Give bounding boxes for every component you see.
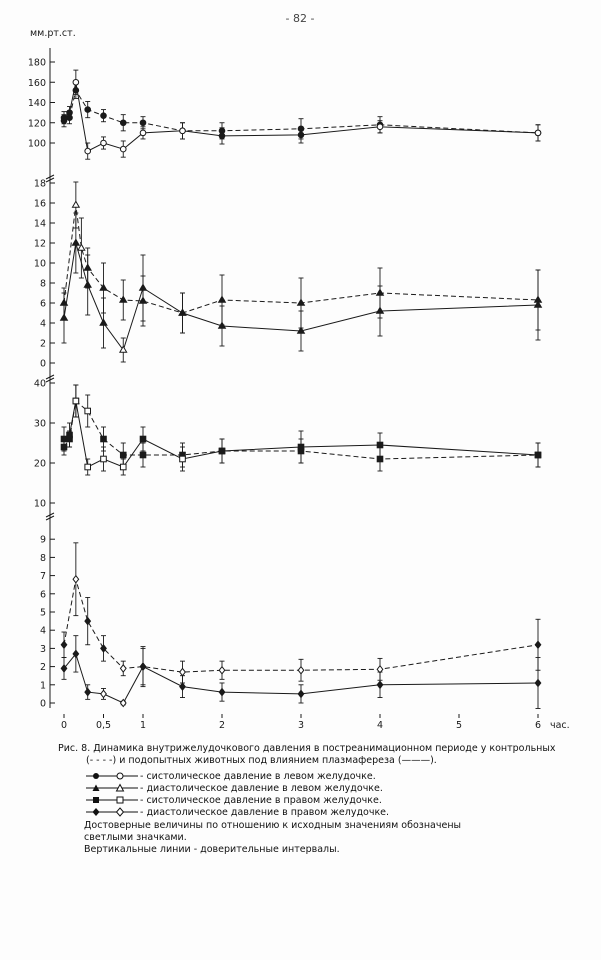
data-point-circle	[120, 146, 126, 152]
y-tick-label: 180	[27, 57, 46, 69]
y-tick-label: 2	[39, 662, 46, 674]
legend-label: - диастолическое давление в левом желудочке.	[140, 782, 383, 794]
data-point-triangle	[84, 281, 91, 287]
y-tick-label: 10	[33, 498, 46, 510]
y-tick-label: 10	[33, 258, 46, 270]
data-point-circle	[85, 148, 91, 154]
data-point-diamond	[377, 681, 383, 688]
data-point-circle	[219, 133, 225, 139]
y-tick-label: 1	[39, 680, 46, 692]
page-number: - 82 -	[285, 12, 315, 25]
data-point-diamond	[61, 641, 67, 648]
legend-row-diastolic-rv	[84, 806, 534, 818]
data-point-square	[67, 432, 73, 438]
data-point-square	[120, 452, 126, 458]
legend-label: - диастолическое давление в правом желудочке.	[140, 806, 390, 818]
data-point-square	[140, 452, 146, 458]
y-tick-label: 14	[33, 218, 46, 230]
data-point-circle	[61, 115, 67, 121]
x-tick-label: 5	[455, 720, 463, 731]
data-point-circle	[101, 113, 107, 119]
note-line-1: Достоверные величины по отношению к исходным значениям обозначены	[84, 820, 462, 831]
y-tick-label: 4	[39, 625, 46, 637]
x-tick-label: 2	[218, 720, 226, 731]
data-point-diamond	[73, 576, 79, 583]
panel-systolic-rv	[34, 375, 541, 510]
y-tick-label: 30	[33, 418, 46, 430]
data-point-square	[180, 456, 186, 462]
data-point-circle	[535, 130, 541, 136]
data-point-square	[73, 398, 79, 404]
series-plasmapheresis	[61, 70, 541, 159]
data-point-square	[377, 442, 383, 448]
note-line-3: Вертикальные линии - доверительные интервалы.	[84, 844, 340, 855]
x-tick-label: 6	[534, 720, 542, 731]
data-point-triangle	[140, 284, 147, 290]
y-tick-label: 4	[39, 318, 46, 330]
data-point-square	[85, 408, 91, 414]
legend	[84, 770, 534, 818]
y-tick-label: 8	[39, 552, 46, 564]
x-tick-label: 0	[60, 720, 68, 731]
data-point-diamond	[298, 690, 304, 697]
data-point-circle	[298, 132, 304, 138]
y-tick-label: 20	[33, 458, 46, 470]
legend-label: - систолическое давление в правом желудочке.	[140, 794, 382, 806]
data-point-circle	[140, 130, 146, 136]
y-tick-label: 16	[33, 198, 46, 210]
y-tick-label: 18	[33, 178, 46, 190]
legend-row-diastolic-lv	[84, 782, 534, 794]
series-control	[61, 182, 542, 333]
data-point-diamond	[120, 665, 126, 672]
data-point-square	[101, 436, 107, 442]
data-point-diamond	[219, 667, 225, 674]
y-tick-label: 140	[27, 98, 46, 109]
y-tick-label: 100	[27, 138, 46, 150]
data-point-square	[140, 436, 146, 442]
data-point-triangle	[61, 314, 68, 320]
data-point-circle	[120, 120, 126, 126]
x-tick-label: 1	[139, 720, 147, 731]
data-point-diamond	[140, 663, 146, 670]
y-tick-label: 160	[27, 77, 46, 89]
legend-symbol-square	[84, 794, 140, 806]
series-control	[61, 543, 541, 685]
legend-symbol-triangle	[84, 782, 140, 794]
legend-label: - систолическое давление в левом желудочке.	[140, 770, 376, 782]
x-tick-label: 4	[376, 720, 384, 731]
y-tick-label: 8	[39, 278, 46, 290]
legend-row-systolic-lv	[84, 770, 534, 782]
data-point-square	[85, 464, 91, 470]
data-point-square	[101, 456, 107, 462]
y-tick-label: 120	[27, 118, 46, 130]
data-point-square	[535, 452, 541, 458]
y-tick-label: 6	[39, 298, 46, 310]
caption-line-1: Рис. 8. Динамика внутрижелудочкового давления в постреанимационном периоде у контрольных	[58, 743, 556, 754]
data-point-square	[219, 448, 225, 454]
legend-row-systolic-rv	[84, 794, 534, 806]
panel-systolic-lv	[28, 58, 541, 160]
y-tick-label: 6	[39, 589, 46, 601]
y-tick-label: 5	[39, 607, 46, 619]
y-tick-label: 40	[33, 378, 46, 390]
caption-line-2: (- - - -) и подопытных животных под влиянием плазмафереза (———).	[86, 755, 437, 766]
data-point-circle	[67, 110, 73, 116]
y-axis-unit-label: мм.рт.ст.	[30, 28, 76, 39]
x-axis-unit-label: час.	[550, 720, 570, 731]
data-point-diamond	[180, 683, 186, 690]
data-point-square	[120, 464, 126, 470]
panel-diastolic-lv	[34, 175, 541, 370]
y-tick-label: 2	[39, 338, 46, 350]
x-tick-label: 3	[297, 720, 305, 731]
data-point-circle	[140, 120, 146, 126]
data-point-circle	[180, 128, 186, 134]
data-point-diamond	[535, 641, 541, 648]
data-point-diamond	[85, 688, 91, 695]
data-point-triangle	[120, 296, 127, 302]
data-point-square	[298, 444, 304, 450]
y-tick-label: 3	[39, 643, 46, 655]
data-point-diamond	[180, 668, 186, 675]
data-point-triangle	[219, 296, 226, 302]
data-point-diamond	[101, 690, 107, 697]
data-point-triangle	[377, 307, 384, 313]
panel-diastolic-rv	[40, 513, 541, 710]
legend-symbol-diamond	[84, 806, 140, 818]
data-point-triangle	[100, 319, 107, 325]
note-line-2: светлыми значками.	[84, 832, 187, 843]
y-tick-label: 12	[33, 238, 46, 250]
x-tick-label: 0,5	[95, 720, 112, 731]
figure-caption	[58, 743, 558, 767]
data-point-triangle	[72, 201, 79, 207]
data-point-diamond	[535, 679, 541, 686]
legend-symbol-circle	[84, 770, 140, 782]
notes	[84, 820, 554, 856]
y-tick-label: 9	[39, 534, 46, 546]
y-tick-label: 0	[39, 698, 46, 710]
series-plasmapheresis	[61, 385, 541, 475]
data-point-square	[61, 436, 67, 442]
data-point-circle	[101, 140, 107, 146]
data-point-diamond	[298, 667, 304, 674]
data-point-circle	[73, 79, 79, 85]
y-tick-label: 0	[39, 358, 46, 370]
y-tick-label: 7	[39, 571, 46, 583]
series-line-dashed	[64, 579, 538, 672]
data-point-diamond	[219, 688, 225, 695]
data-point-circle	[85, 107, 91, 113]
data-point-triangle	[72, 239, 79, 245]
data-point-circle	[377, 124, 383, 130]
